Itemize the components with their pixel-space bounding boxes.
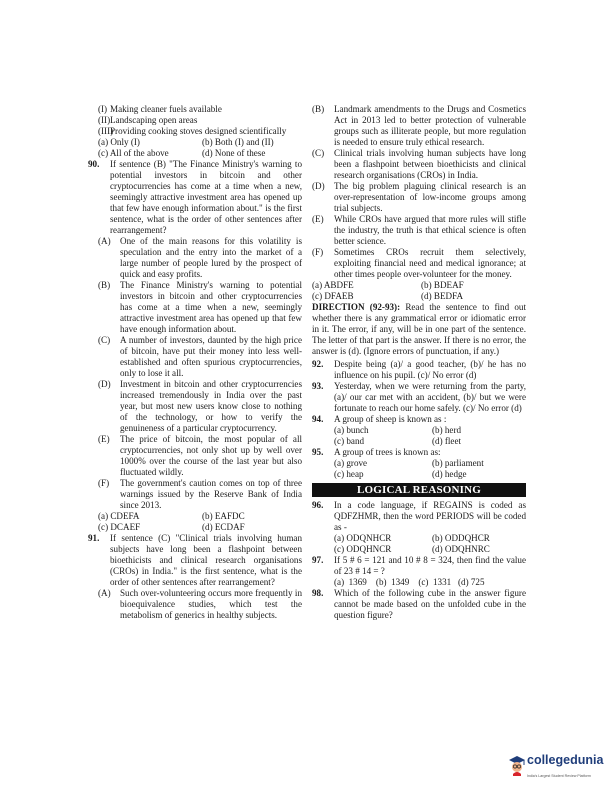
q89-items [88, 104, 302, 137]
question-stem: Yesterday, when we were returning from the party, (a)/ our car met with an accident, (b)/ but we were fortunate to reach our home safely. (c)/ No error (d) [334, 381, 526, 413]
graduate-mascot-icon [508, 754, 526, 776]
logo-tagline: India's Largest Student Review Platform [527, 774, 591, 778]
q89-options-row-2: (c) All of the above (d) None of these [98, 148, 266, 158]
question-stem: If sentence (B) "The Finance Ministry's warning to potential investors in bitcoin and other cryptocurrencies has come at a time when a new, seemingly attractive investment area has opened up that few have enough information about." is the first sentence, what is the order of other sentences after rearrangement? [110, 159, 302, 235]
q96-options-row-1: (a) ODQNHCR (b) ODDQHCR [334, 533, 490, 543]
question-stem: In a code language, if REGAINS is coded as QDFZHMR, then the word PERIODS will be coded as - [334, 500, 526, 532]
q91-items-right [312, 104, 526, 280]
q90-item-f: (F) The government's caution comes on top of three warnings issued by the Reserve Bank of India since 2013. [98, 478, 302, 510]
q96-options-row-2: (c) ODQHNCR (d) ODQHNRC [334, 544, 490, 554]
direction-text: Read the sentence to find out whether there is any grammatical error or idiomatic error in it. The error, if any, will be in one part of the sentence. The letter of that part is the answer. If there is no error, the answer is (d). (Ignore errors of punctuation, if any.) [312, 302, 526, 356]
q91-items-left [88, 588, 302, 621]
q91-item-c: (C) Clinical trials involving human subjects have long been a flashpoint between bioethicists and clinical research organisations (CROs) in India. [312, 148, 526, 180]
q89-options-row-1: (a) Only (I) (b) Both (I) and (II) [98, 137, 274, 147]
q90-options-row-1: (a) CDEFA (b) EAFDC [98, 511, 245, 521]
question-number: 97. [312, 555, 324, 565]
q89-item-1: (I) Making cleaner fuels available [98, 104, 222, 114]
question-stem: Despite being (a)/ a good teacher, (b)/ he has no influence on his pupil. (c)/ No error (d) [334, 359, 526, 380]
q91-item-e: (E) While CROs have argued that more rules will stifle the industry, the truth is that ethical science is often better science. [312, 214, 526, 246]
q90-item-c: (C) A number of investors, daunted by the high price of bitcoin, have put their money into less well-established and often spurious cryptocurrencies, only to lose it all. [98, 335, 302, 378]
question-97 [312, 555, 526, 577]
left-column [88, 104, 302, 621]
q94-options-row-1: (a) bunch (b) herd [334, 425, 462, 435]
question-number: 95. [312, 447, 324, 457]
question-number: 92. [312, 359, 324, 369]
q91-item-a: (A) Such over-volunteering occurs more frequently in bioequivalence studies, which test the metabolism of generics in healthy subjects. [98, 588, 302, 620]
q90-options-row-2: (c) DCAEF (d) ECDAF [98, 522, 245, 532]
question-stem: A group of trees is known as: [334, 447, 441, 457]
q91-item-d: (D) The big problem plaguing clinical research is an over-representation of low-income groups among trial subjects. [312, 181, 526, 213]
question-number: 91. [88, 533, 100, 543]
right-column [312, 104, 526, 621]
question-stem: Which of the following cube in the answer figure cannot be made based on the unfolded cube in the question figure? [334, 588, 526, 620]
q97-options: (a) 1369 (b) 1349 (c) 1331 (d) 725 [334, 577, 485, 587]
question-stem: If 5 # 6 = 121 and 10 # 8 = 324, then find the value of 23 # 14 = ? [334, 555, 526, 576]
question-number: 98. [312, 588, 324, 598]
question-96 [312, 500, 526, 533]
question-98 [312, 588, 526, 621]
q95-options-row-1: (a) grove (b) parliament [334, 458, 484, 468]
q90-items [88, 236, 302, 511]
question-number: 90. [88, 159, 100, 169]
direction-block [312, 302, 526, 357]
question-94 [312, 414, 526, 425]
q91-item-b: (B) Landmark amendments to the Drugs and Cosmetics Act in 2013 led to better protection of vulnerable groups such as illiterate people, but more regulation is needed to ensure truly ethical research. [312, 104, 526, 147]
q95-options-row-2: (c) heap (d) hedge [334, 469, 467, 479]
q91-options-row-1: (a) ABDFE (b) BDEAF [312, 280, 464, 290]
question-92 [312, 359, 526, 381]
q90-item-b: (B) The Finance Ministry's warning to potential investors in bitcoin and other cryptocurrencies has come at a time when a new, seemingly attractive investment area has opened up that few have enough information about. [98, 280, 302, 334]
section-heading-logical-reasoning: LOGICAL REASONING [312, 483, 526, 497]
q94-options-row-2: (c) band (d) fleet [334, 436, 462, 446]
q89-item-2: (II) Landscaping open areas [98, 115, 198, 125]
question-number: 94. [312, 414, 324, 424]
q91-options-row-2: (c) DFAEB (d) BEDFA [312, 291, 464, 301]
q90-item-e: (E) The price of bitcoin, the most popular of all cryptocurrencies, not only shot up by well over 1000% over the course of the last year but also fluctuated wildly. [98, 434, 302, 477]
q90-item-a: (A) One of the main reasons for this volatility is speculation and the entry into the market of a large number of people lured by the prospect of quick and easy profits. [98, 236, 302, 279]
question-stem: If sentence (C) "Clinical trials involving human subjects have long been a flashpoint between bioethicists and clinical research organisations (CROs) in India." is the first sentence, what is the order of other sentences after rearrangement? [110, 533, 302, 587]
direction-lead: DIRECTION (92-93): [312, 302, 401, 312]
question-number: 93. [312, 381, 324, 391]
q91-item-f: (F) Sometimes CROs recruit them selectively, exploiting financial need and medical ignorance; at other times people over-volunteer for the money. [312, 247, 526, 279]
q90-item-d: (D) Investment in bitcoin and other cryptocurrencies increased tremendously in India over the past year, but most new users know close to nothing of the technology, or how to verify the genuineness of a particular cryptocurrency. [98, 379, 302, 433]
question-95 [312, 447, 526, 458]
collegedunia-logo [508, 752, 608, 782]
question-93 [312, 381, 526, 414]
question-number: 96. [312, 500, 324, 510]
q89-item-3: (III) Providing cooking stoves designed scientifically [98, 126, 287, 136]
question-stem: A group of sheep is known as : [334, 414, 447, 424]
logo-brand-text: collegedunia [527, 753, 604, 767]
question-91 [88, 533, 302, 588]
question-90 [88, 159, 302, 236]
